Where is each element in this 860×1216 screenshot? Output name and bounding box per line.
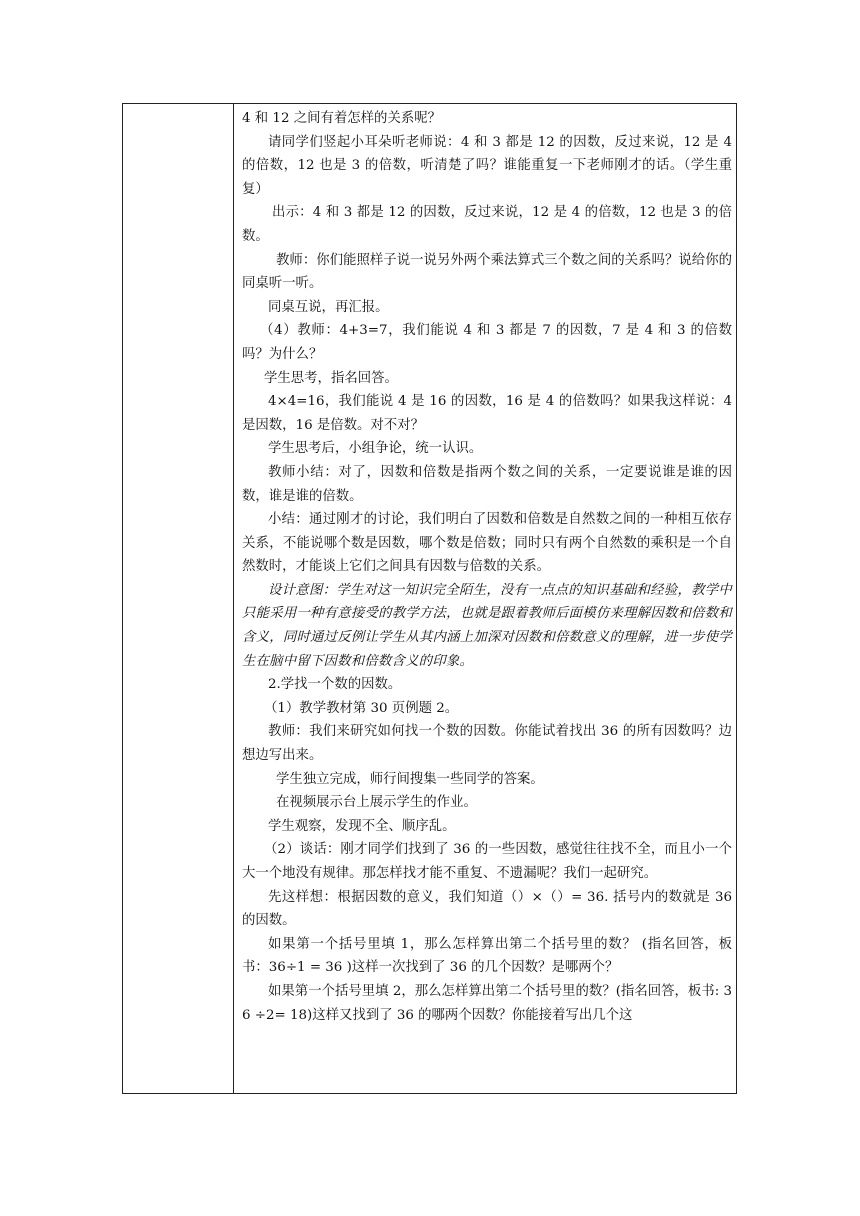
- lesson-paragraph: 教师：我们来研究如何找一个数的因数。你能试着找出 36 的所有因数吗？边想边写出来。: [242, 724, 732, 764]
- lesson-paragraph: 学生思考，指名回答。: [264, 370, 398, 386]
- lesson-paragraph: （2）谈话：刚才同学们找到了 36 的一些因数，感觉往往找不全，而且小一个大一个地没有规律。那怎样找才能不重复、不遗漏呢？我们一起研究。: [242, 842, 732, 881]
- lesson-paragraph: 设计意图：学生对这一知识完全陌生，没有一点点的知识基础和经验，教学中只能采用一种有意接受的教学方法，也就是跟着教师后面模仿来理解因数和倍数和含义，同时通过反例让学生从其内涵上加深对因数和倍数意义的理解，进一步使学生在脑中留下因数和倍数含义的印象。: [242, 582, 732, 669]
- table-left-cell: [123, 104, 234, 1093]
- lesson-paragraph: 出示：4 和 3 都是 12 的因数，反过来说，12 是 4 的倍数，12 也是 3 的倍数。: [242, 205, 732, 244]
- lesson-paragraph: 请同学们竖起小耳朵听老师说：4 和 3 都是 12 的因数，反过来说，12 是 4 的倍数，12 也是 3 的倍数，听清楚了吗？谁能重复一下老师刚才的话。（学生重复）: [242, 134, 732, 197]
- lesson-table: [122, 103, 737, 1094]
- lesson-paragraph: 在视频展示台上展示学生的作业。: [276, 795, 477, 811]
- lesson-paragraph: 教师小结：对了，因数和倍数是指两个数之间的关系，一定要说谁是谁的因数，谁是谁的倍数。: [242, 464, 732, 504]
- lesson-paragraph: 学生独立完成，师行间搜集一些同学的答案。: [276, 771, 544, 787]
- lesson-paragraph: （4）教师：4+3=7，我们能说 4 和 3 都是 7 的因数，7 是 4 和 3 的倍数吗？为什么？: [242, 323, 732, 362]
- lesson-paragraph: 学生观察，发现不全、顺序乱。: [268, 818, 456, 834]
- lesson-paragraph: 同桌互说，再汇报。: [268, 299, 389, 315]
- lesson-paragraph: 先这样想：根据因数的意义，我们知道（）×（）= 36. 括号内的数就是 36 的因数。: [242, 889, 732, 929]
- lesson-paragraph: 小结：通过刚才的讨论，我们明白了因数和倍数是自然数之间的一种相互依存关系，不能说哪个数是因数，哪个数是倍数；同时只有两个自然数的乘积是一个自然数时，才能谈上它们之间具有因数与倍数的关系。: [242, 512, 732, 575]
- lesson-paragraph: 教师：你们能照样子说一说另外两个乘法算式三个数之间的关系吗？说给你的同桌听一听。: [242, 252, 732, 292]
- lesson-paragraph: 4 和 12 之间有着怎样的关系呢？: [242, 111, 442, 126]
- lesson-paragraph: 学生思考后，小组争论，统一认识。: [268, 441, 483, 457]
- lesson-paragraph: 如果第一个括号里填 2，那么怎样算出第二个括号里的数？(指名回答，板书: 36 ÷2= 18)这样又找到了 36 的哪两个因数？你能接着写出几个这: [242, 983, 732, 1023]
- lesson-paragraph: 如果第一个括号里填 1，那么怎样算出第二个括号里的数？ (指名回答，板书：36÷1 = 36 )这样一次找到了 36 的几个因数？是哪两个？: [242, 936, 732, 976]
- lesson-paragraph: 2.学找一个数的因数。: [268, 677, 402, 693]
- lesson-paragraph: 4×4=16，我们能说 4 是 16 的因数，16 是 4 的倍数吗？如果我这样说：4 是因数，16 是倍数。对不对？: [242, 394, 732, 433]
- lesson-content-cell: [234, 104, 736, 1093]
- lesson-paragraph: （1）教学教材第 30 页例题 2。: [264, 700, 459, 716]
